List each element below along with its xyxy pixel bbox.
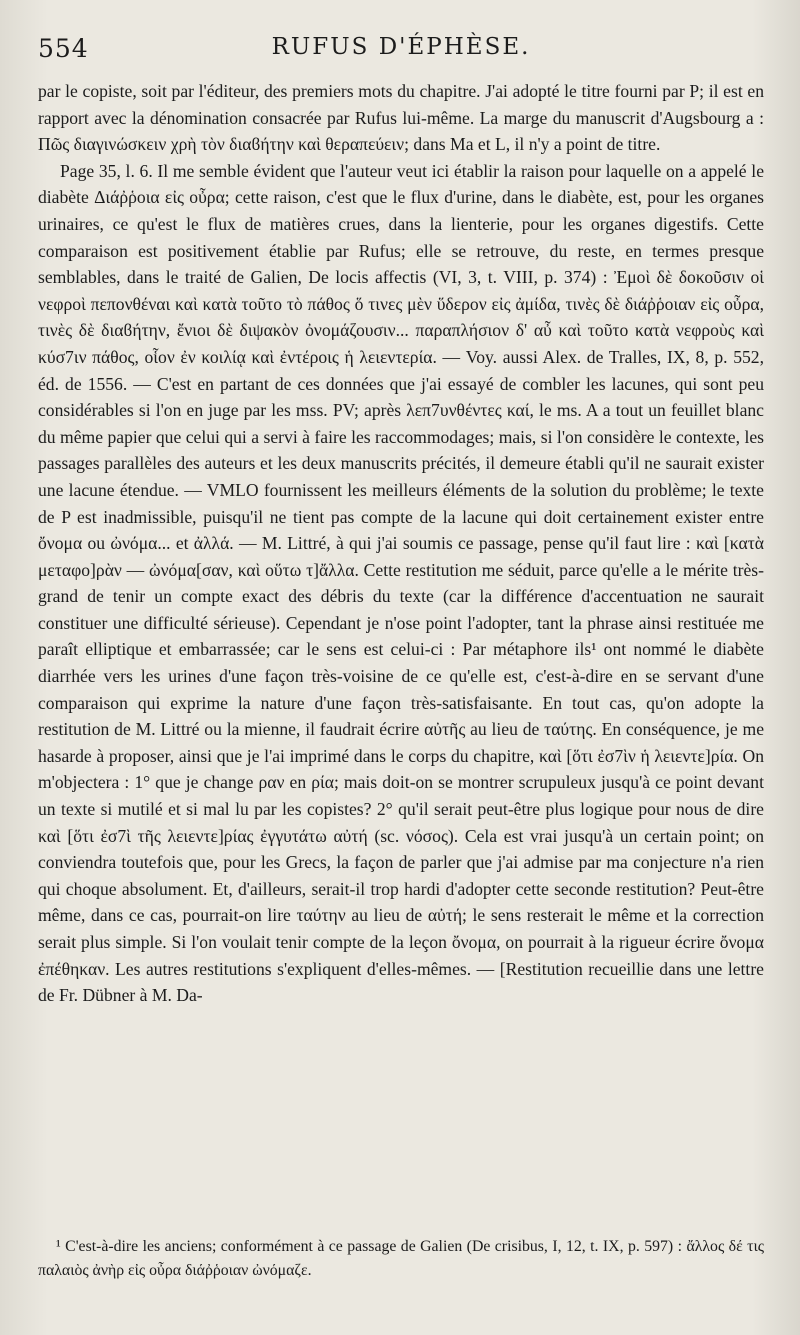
running-title: RUFUS D'ÉPHÈSE. bbox=[271, 34, 531, 60]
footnote-1: ¹ C'est-à-dire les anciens; conformément à ce passage de Galien (De crisibus, I, 12, t. IX, p. 597) : ἄλλος δέ τις παλαιὸς ἀνὴρ εἰς οὖρα διάῤῥοιαν ὠνόμαζε. bbox=[38, 1238, 764, 1279]
page-number: 554 bbox=[38, 34, 89, 63]
page-header bbox=[38, 28, 764, 78]
footnotes bbox=[38, 1235, 764, 1283]
body-text bbox=[38, 78, 764, 1009]
paragraph-continuation: par le copiste, soit par l'éditeur, des premiers mots du chapitre. J'ai adopté le titre fourni par P; il est en rapport avec la dénomination consacrée par Rufus lui-même. La marge du manuscrit d'Augsbourg a : Πῶς διαγινώσκειν χρὴ τὸν διαϐήτην καὶ θεραπεύειν; dans Ma et L, il n'y a point de titre. bbox=[38, 81, 764, 155]
paragraph-note-page-35: Page 35, l. 6. Il me semble évident que l'auteur veut ici établir la raison pour laquelle on a appelé le diabète Διάῤῥοια εἰς οὖρα; cette raison, c'est que le flux d'urine, dans le diabète, est, pour les organes urinaires, ce qu'est le flux de matières crues, dans la lienterie, pour les organes digestifs. Cette comparaison est positivement établie par Rufus; elle se retrouve, du reste, en termes presque semblables, dans le traité de Galien, De locis affectis (VI, 3, t. VIII, p. 374) : Ἐμοὶ δὲ δοκοῦσιν οἱ νεφροὶ πεπονθέναι καὶ κατὰ τοῦτο τὸ πάθος ὅ τινες μὲν ὕδερον εἰς ἀμίδα, τινὲς δὲ διάῤῥοιαν εἰς οὖρα, τινὲς δὲ διαϐήτην, ἔνιοι δὲ διψακὸν ὀνομάζουσιν... παραπλήσιον δ' αὖ καὶ τοῦτο κατὰ νεφροὺς καὶ κύσ7ιν πάθος, οἷον ἐν κοιλίᾳ καὶ ἐντέροις ἡ λειεντερία. — Voy. aussi Alex. de Tralles, IX, 8, p. 552, éd. de 1556. — C'est en partant de ces données que j'ai essayé de combler les lacunes, qui sont peu considérables si l'on en juge par les mss. PV; après λεπ7υνθέντες καί, le ms. A a tout un feuillet blanc du même papier que celui qui a servi à faire les raccommodages; mais, si l'on considère le contexte, les passages parallèles des auteurs et les deux manuscrits précités, il demeure établi qu'il ne saurait exister une lacune étendue. — VMLO fournissent les meilleurs éléments de la solution du problème; le texte de P est inadmissible, puisqu'il ne tient pas compte de la lacune qui doit certainement exister entre ὄνομα ou ὠνόμα... et ἀλλά. — M. Littré, à qui j'ai soumis ce passage, pense qu'il faut lire : καὶ [κατὰ μεταφο]ρὰν — ὠνόμα[σαν, καὶ οὕτω τ]ἄλλα. Cette restitution me séduit, parce qu'elle a le mérite très-grand de tenir un compte exact des débris du texte (car la différence d'accentuation ne saurait constituer une difficulté sérieuse). Cependant je n'ose point l'adopter, tant la phrase ainsi restituée me paraît elliptique et embarrassée; car le sens est celui-ci : Par métaphore ils¹ ont nommé le diabète diarrhée vers les urines d'une façon très-voisine de ce qu'elle est, c'est-à-dire en se servant d'une comparaison qui exprime la nature d'une façon très-satisfaisante. En tout cas, qu'on adopte la restitution de M. Littré ou la mienne, il faudrait écrire αὐτῆς au lieu de ταύτης. En conséquence, je me hasarde à proposer, ainsi que je l'ai imprimé dans le corps du chapitre, καὶ [ὅτι ἐσ7ὶν ἡ λειεντε]ρία. On m'objectera : 1° que je change ραν en ρία; mais doit-on se montrer scrupuleux jusqu'à ce point devant un texte si mutilé et si mal lu par les copistes? 2° qu'il serait peut-être plus logique pour nous de dire καὶ [ὅτι ἐσ7ὶ τῆς λειεντε]ρίας ἐγγυτάτω αὐτή (sc. νόσος). Cela est vrai jusqu'à un certain point; on conviendra toutefois que, pour les Grecs, la façon de parler que j'ai admise par ma conjecture n'a rien qui choque absolument. Et, d'ailleurs, serait-il trop hardi d'adopter cette seconde restitution? Peut-être même, dans ce cas, pourrait-on lire ταύτην au lieu de αὐτή; le sens resterait le même et la correction serait plus simple. Si l'on voulait tenir compte de la leçon ὄνομα, on pourrait à la rigueur écrire ὄνομα ἐπέθηκαν. Les autres restitutions s'expliquent d'elles-mêmes. — [Restitution recueillie dans une lettre de Fr. Dübner à M. Da- bbox=[38, 160, 764, 1006]
